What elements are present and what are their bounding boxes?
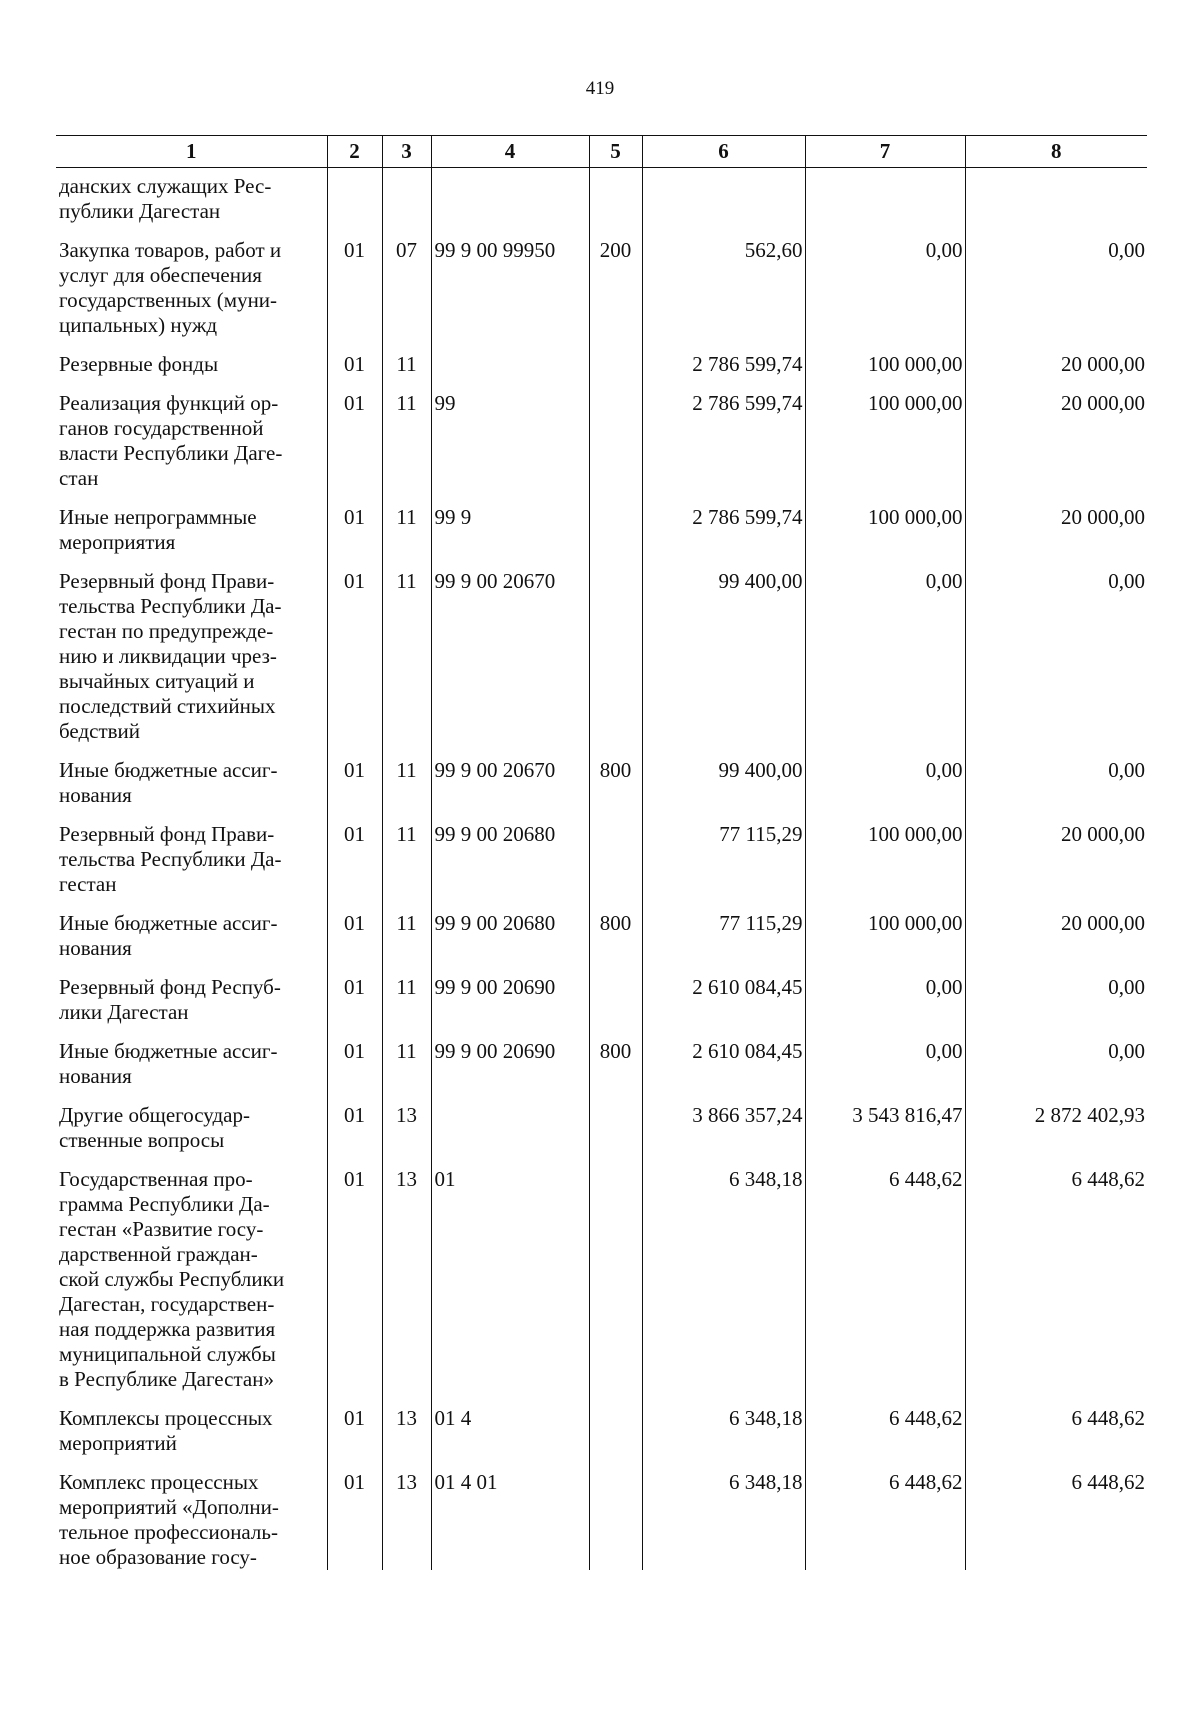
cell-amount-col8: 2 872 402,93	[965, 1103, 1147, 1167]
cell-name	[56, 352, 327, 391]
table-row	[56, 911, 1147, 975]
cell-expense-type	[589, 352, 642, 391]
cell-subsection: 11	[382, 1039, 431, 1103]
name-line: публики Дагестан	[59, 199, 221, 223]
cell-target-item	[431, 168, 589, 239]
name-line: Иные бюджетные ассиг-	[59, 911, 278, 935]
cell-amount-col6: 99 400,00	[642, 569, 805, 758]
column-header: 4	[431, 136, 589, 168]
cell-name	[56, 975, 327, 1039]
name-line: власти Республики Даге-	[59, 441, 283, 465]
cell-amount-col7: 6 448,62	[805, 1167, 965, 1406]
name-line: Другие общегосудар-	[59, 1103, 250, 1127]
cell-subsection: 11	[382, 911, 431, 975]
cell-expense-type	[589, 822, 642, 911]
cell-target-item	[431, 352, 589, 391]
cell-section: 01	[327, 1406, 382, 1470]
cell-amount-col6: 2 786 599,74	[642, 391, 805, 505]
cell-section: 01	[327, 569, 382, 758]
cell-subsection: 13	[382, 1470, 431, 1570]
name-line: в Республике Дагестан»	[59, 1367, 274, 1391]
name-line: мероприятия	[59, 530, 176, 554]
cell-amount-col7: 0,00	[805, 238, 965, 352]
header-row	[56, 136, 1147, 168]
cell-amount-col8: 6 448,62	[965, 1470, 1147, 1570]
cell-amount-col7: 100 000,00	[805, 505, 965, 569]
cell-name	[56, 758, 327, 822]
name-line: Дагестан, государствен-	[59, 1292, 275, 1316]
column-header: 7	[805, 136, 965, 168]
cell-section: 01	[327, 505, 382, 569]
name-line: гестан «Развитие госу-	[59, 1217, 264, 1241]
cell-name	[56, 1406, 327, 1470]
cell-subsection: 11	[382, 822, 431, 911]
table-body	[56, 168, 1147, 1571]
cell-amount-col7: 6 448,62	[805, 1470, 965, 1570]
cell-amount-col8: 0,00	[965, 975, 1147, 1039]
name-line: мероприятий «Дополни-	[59, 1495, 279, 1519]
name-line: последствий стихийных	[59, 694, 276, 718]
name-line: гестан	[59, 872, 117, 896]
cell-subsection: 07	[382, 238, 431, 352]
cell-expense-type	[589, 1470, 642, 1570]
cell-amount-col6	[642, 168, 805, 239]
name-line: Государственная про-	[59, 1167, 253, 1191]
name-line: нования	[59, 1064, 132, 1088]
page-number: 419	[585, 78, 615, 99]
cell-subsection: 11	[382, 975, 431, 1039]
cell-amount-col7: 0,00	[805, 1039, 965, 1103]
name-line: тельства Республики Да-	[59, 594, 282, 618]
cell-amount-col8: 20 000,00	[965, 911, 1147, 975]
cell-target-item: 99	[431, 391, 589, 505]
name-line: нию и ликвидации чрез-	[59, 644, 277, 668]
cell-expense-type	[589, 975, 642, 1039]
name-line: Иные непрограммные	[59, 505, 257, 529]
cell-amount-col6: 6 348,18	[642, 1470, 805, 1570]
name-line: лики Дагестан	[59, 1000, 189, 1024]
cell-amount-col8: 20 000,00	[965, 352, 1147, 391]
column-header: 2	[327, 136, 382, 168]
name-line: Закупка товаров, работ и	[59, 238, 282, 262]
cell-amount-col8: 6 448,62	[965, 1167, 1147, 1406]
cell-amount-col6: 2 610 084,45	[642, 1039, 805, 1103]
cell-amount-col8: 0,00	[965, 758, 1147, 822]
cell-name	[56, 505, 327, 569]
cell-subsection: 13	[382, 1103, 431, 1167]
cell-amount-col6: 3 866 357,24	[642, 1103, 805, 1167]
cell-section: 01	[327, 1103, 382, 1167]
cell-target-item: 99 9 00 20680	[431, 911, 589, 975]
cell-target-item: 99 9 00 20670	[431, 569, 589, 758]
name-line: Иные бюджетные ассиг-	[59, 758, 278, 782]
name-line: бедствий	[59, 719, 141, 743]
cell-amount-col7: 100 000,00	[805, 391, 965, 505]
table-row	[56, 1103, 1147, 1167]
name-line: данских служащих Рес-	[59, 174, 272, 198]
column-header: 5	[589, 136, 642, 168]
cell-section	[327, 168, 382, 239]
column-header: 3	[382, 136, 431, 168]
cell-target-item: 99 9 00 99950	[431, 238, 589, 352]
cell-amount-col7	[805, 168, 965, 239]
cell-section: 01	[327, 352, 382, 391]
name-line: нования	[59, 783, 132, 807]
cell-target-item: 01 4 01	[431, 1470, 589, 1570]
cell-expense-type	[589, 391, 642, 505]
name-line: Резервный фонд Прави-	[59, 822, 275, 846]
cell-subsection: 13	[382, 1167, 431, 1406]
cell-subsection: 11	[382, 352, 431, 391]
name-line: дарственной граждан-	[59, 1242, 258, 1266]
cell-section: 01	[327, 1039, 382, 1103]
cell-name	[56, 1167, 327, 1406]
cell-name	[56, 1103, 327, 1167]
name-line: Резервные фонды	[59, 352, 219, 376]
name-line: ской службы Республики	[59, 1267, 285, 1291]
name-line: ганов государственной	[59, 416, 264, 440]
table-row	[56, 238, 1147, 352]
cell-section: 01	[327, 1167, 382, 1406]
name-line: тельное профессиональ-	[59, 1520, 278, 1544]
cell-subsection: 11	[382, 391, 431, 505]
cell-expense-type: 200	[589, 238, 642, 352]
cell-name	[56, 168, 327, 239]
cell-name	[56, 822, 327, 911]
cell-subsection: 11	[382, 758, 431, 822]
table-row	[56, 975, 1147, 1039]
cell-amount-col7: 0,00	[805, 569, 965, 758]
cell-amount-col7: 3 543 816,47	[805, 1103, 965, 1167]
cell-expense-type	[589, 1167, 642, 1406]
name-line: ственные вопросы	[59, 1128, 225, 1152]
cell-target-item: 01 4	[431, 1406, 589, 1470]
cell-amount-col8	[965, 168, 1147, 239]
cell-amount-col6: 99 400,00	[642, 758, 805, 822]
name-line: нования	[59, 936, 132, 960]
cell-expense-type: 800	[589, 1039, 642, 1103]
cell-target-item: 99 9 00 20670	[431, 758, 589, 822]
cell-section: 01	[327, 911, 382, 975]
cell-expense-type	[589, 168, 642, 239]
cell-name	[56, 1039, 327, 1103]
name-line: Реализация функций ор-	[59, 391, 279, 415]
cell-section: 01	[327, 238, 382, 352]
cell-target-item: 99 9 00 20690	[431, 975, 589, 1039]
cell-expense-type	[589, 1406, 642, 1470]
cell-amount-col8: 0,00	[965, 1039, 1147, 1103]
cell-name	[56, 911, 327, 975]
cell-amount-col8: 20 000,00	[965, 505, 1147, 569]
cell-expense-type: 800	[589, 911, 642, 975]
cell-amount-col6: 2 786 599,74	[642, 505, 805, 569]
name-line: вычайных ситуаций и	[59, 669, 255, 693]
cell-section: 01	[327, 822, 382, 911]
table-row	[56, 168, 1147, 239]
cell-expense-type: 800	[589, 758, 642, 822]
table-row	[56, 1039, 1147, 1103]
table-row	[56, 391, 1147, 505]
cell-amount-col6: 6 348,18	[642, 1406, 805, 1470]
table-row	[56, 352, 1147, 391]
column-header: 8	[965, 136, 1147, 168]
cell-name	[56, 1470, 327, 1570]
cell-amount-col6: 2 786 599,74	[642, 352, 805, 391]
cell-subsection: 11	[382, 505, 431, 569]
cell-amount-col8: 20 000,00	[965, 822, 1147, 911]
cell-section: 01	[327, 975, 382, 1039]
name-line: мероприятий	[59, 1431, 177, 1455]
cell-amount-col7: 100 000,00	[805, 352, 965, 391]
name-line: стан	[59, 466, 99, 490]
cell-amount-col8: 0,00	[965, 569, 1147, 758]
cell-target-item: 99 9 00 20680	[431, 822, 589, 911]
table-row	[56, 822, 1147, 911]
cell-amount-col7: 100 000,00	[805, 911, 965, 975]
cell-amount-col6: 77 115,29	[642, 822, 805, 911]
cell-expense-type	[589, 569, 642, 758]
cell-name	[56, 391, 327, 505]
cell-subsection: 11	[382, 569, 431, 758]
cell-expense-type	[589, 1103, 642, 1167]
name-line: грамма Республики Да-	[59, 1192, 270, 1216]
name-line: ная поддержка развития	[59, 1317, 276, 1341]
name-line: тельства Республики Да-	[59, 847, 282, 871]
table-row	[56, 1406, 1147, 1470]
cell-section: 01	[327, 1470, 382, 1570]
cell-amount-col8: 0,00	[965, 238, 1147, 352]
name-line: Иные бюджетные ассиг-	[59, 1039, 278, 1063]
name-line: ное образование госу-	[59, 1545, 257, 1569]
cell-name	[56, 238, 327, 352]
cell-section: 01	[327, 758, 382, 822]
cell-amount-col6: 2 610 084,45	[642, 975, 805, 1039]
name-line: государственных (муни-	[59, 288, 278, 312]
cell-amount-col8: 20 000,00	[965, 391, 1147, 505]
column-header: 1	[56, 136, 327, 168]
name-line: Комплекс процессных	[59, 1470, 259, 1494]
name-line: Комплексы процессных	[59, 1406, 273, 1430]
cell-amount-col7: 0,00	[805, 975, 965, 1039]
cell-section: 01	[327, 391, 382, 505]
cell-amount-col7: 100 000,00	[805, 822, 965, 911]
table-row	[56, 758, 1147, 822]
cell-target-item: 99 9	[431, 505, 589, 569]
table-row	[56, 505, 1147, 569]
budget-table	[56, 135, 1147, 1570]
cell-amount-col6: 6 348,18	[642, 1167, 805, 1406]
cell-amount-col8: 6 448,62	[965, 1406, 1147, 1470]
name-line: Резервный фонд Прави-	[59, 569, 275, 593]
name-line: ципальных) нужд	[59, 313, 218, 337]
cell-target-item: 99 9 00 20690	[431, 1039, 589, 1103]
cell-target-item: 01	[431, 1167, 589, 1406]
name-line: муниципальной службы	[59, 1342, 276, 1366]
cell-target-item	[431, 1103, 589, 1167]
cell-expense-type	[589, 505, 642, 569]
table-row	[56, 1470, 1147, 1570]
cell-amount-col6: 562,60	[642, 238, 805, 352]
cell-amount-col7: 6 448,62	[805, 1406, 965, 1470]
table-row	[56, 1167, 1147, 1406]
name-line: гестан по предупрежде-	[59, 619, 274, 643]
name-line: Резервный фонд Респуб-	[59, 975, 281, 999]
name-line: услуг для обеспечения	[59, 263, 262, 287]
cell-amount-col6: 77 115,29	[642, 911, 805, 975]
cell-subsection: 13	[382, 1406, 431, 1470]
column-header: 6	[642, 136, 805, 168]
cell-amount-col7: 0,00	[805, 758, 965, 822]
table-row	[56, 569, 1147, 758]
cell-name	[56, 569, 327, 758]
cell-subsection	[382, 168, 431, 239]
